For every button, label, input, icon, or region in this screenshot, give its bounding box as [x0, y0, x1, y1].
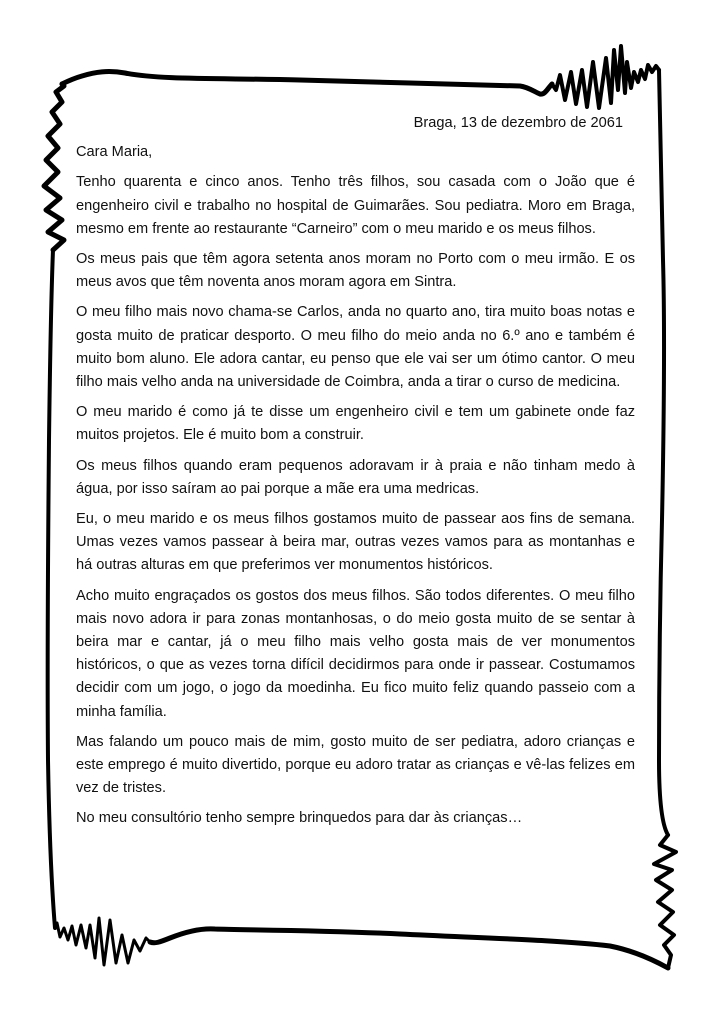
paragraph-children: O meu filho mais novo chama-se Carlos, anda no quarto ano, tira muito boas notas e gosta muito de praticar desporto. O meu filho do meio anda no 6.º ano e também é muito bom aluno. Ele adora cantar, eu penso que ele vai ser um ótimo cantor. O meu filho mais velho anda na universidade de Coimbra, anda a tirar o curso de medicina.: [76, 304, 635, 391]
paragraph-family: Os meus pais que têm agora setenta anos moram no Porto com o meu irmão. E os meus avos que têm noventa anos moram agora em Sintra.: [76, 251, 635, 291]
greeting: Cara Maria,: [76, 144, 153, 161]
letter-body: [76, 112, 635, 838]
paragraph-husband: O meu marido é como já te disse um engenheiro civil e tem um gabinete onde faz muitos projetos. Ele é muito bom a construir.: [76, 404, 635, 444]
paragraph-tastes: Acho muito engraçados os gostos dos meus filhos. São todos diferentes. O meu filho mais novo adora ir para zonas montanhosas, o do meio gosta muito de se sentar à beira mar e cantar, já o meu filho mais velho gosta mais de ver monumentos históricos, o que as vezes torna difícil decidirmos para onde ir passear. Costumamos decidir com um jogo, o jogo da moedinha. Eu fico muito feliz quando passeio com a minha família.: [76, 587, 635, 720]
paragraph-beach: Os meus filhos quando eram pequenos adoravam ir à praia e não tinham medo à água, por isso saíram ao pai porque a mãe era uma medricas.: [76, 457, 635, 497]
paragraph-intro: Tenho quarenta e cinco anos. Tenho três filhos, sou casada com o João que é engenheiro civil e trabalho no hospital de Guimarães. Sou pediatra. Moro em Braga, mesmo em frente ao restaurante “Carneiro” com o meu marido e os meus filhos.: [76, 174, 635, 237]
date-line: Braga, 13 de dezembro de 2061: [413, 115, 623, 131]
paragraph-weekends: Eu, o meu marido e os meus filhos gostamos muito de passear aos fins de semana. Umas vezes vamos passear à beira mar, outras vezes vamos para as montanhas e há outras alturas em que preferimos ver monumentos históricos.: [76, 511, 635, 574]
paragraph-clinic: No meu consultório tenho sempre brinquedos para dar às crianças…: [76, 810, 523, 827]
paragraph-job: Mas falando um pouco mais de mim, gosto muito de ser pediatra, adoro crianças e este emprego é muito divertido, porque eu adoro tratar as crianças e vê-las felizes em vez de tristes.: [76, 733, 635, 797]
